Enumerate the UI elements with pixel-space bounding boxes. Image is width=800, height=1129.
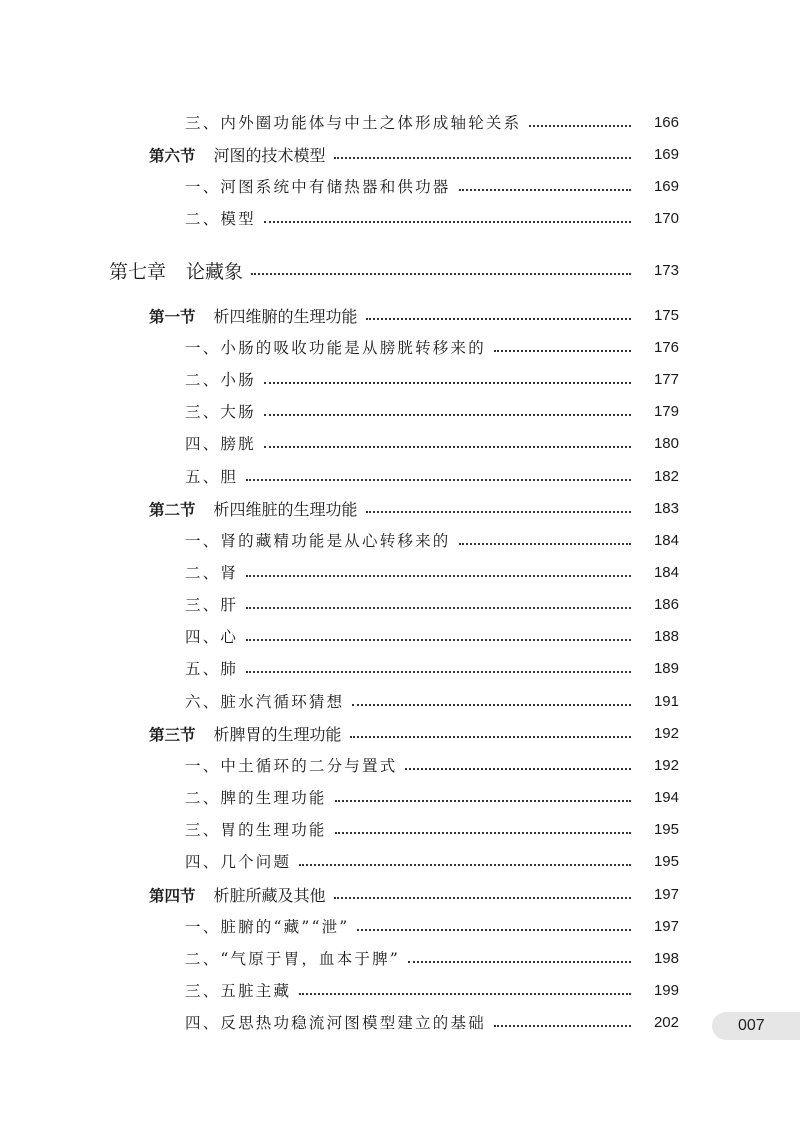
section-title: 河图的技术模型 (213, 145, 326, 165)
toc-page-number: 195 (653, 820, 679, 838)
toc-entry-title: 四、膀胱 (185, 435, 256, 453)
toc-entry-title: 五、肺 (185, 660, 239, 678)
toc-entry-title: 三、大肠 (185, 403, 256, 421)
toc-page-number: 197 (653, 917, 679, 935)
toc-entry-title: 二、“气原于胃，血本于脾” (185, 950, 400, 968)
dot-leader (264, 413, 631, 416)
dot-leader (251, 272, 631, 275)
toc-page-number: 184 (653, 563, 679, 581)
toc-chapter-7[interactable] (0, 255, 800, 285)
toc-entry[interactable] (0, 174, 800, 198)
toc-page-number: 176 (653, 338, 679, 356)
toc-entry-title: 一、脏腑的“藏”“泄” (185, 918, 350, 936)
toc-entry[interactable] (0, 560, 800, 584)
toc-section-6[interactable] (0, 142, 800, 166)
toc-entry[interactable] (0, 656, 800, 680)
toc-entry[interactable] (0, 464, 800, 488)
toc-page-number: 183 (653, 499, 679, 517)
toc-page-number: 198 (653, 949, 679, 967)
section-label: 第二节 (149, 501, 196, 519)
section-title: 析脏所藏及其他 (213, 885, 326, 905)
dot-leader (350, 735, 631, 738)
dot-leader (408, 960, 631, 963)
toc-entry-title: 三、胃的生理功能 (185, 821, 327, 839)
toc-page-number: 170 (653, 209, 679, 227)
toc-entry-title: 四、反思热功稳流河图模型建立的基础 (185, 1014, 486, 1032)
toc-page-number: 179 (653, 402, 679, 420)
toc-page-number: 197 (653, 885, 679, 903)
toc-entry[interactable] (0, 399, 800, 423)
toc-page-number: 180 (653, 434, 679, 452)
toc-page-number: 186 (653, 595, 679, 613)
dot-leader (264, 220, 631, 223)
dot-leader (529, 124, 631, 127)
toc-entry[interactable] (0, 431, 800, 455)
toc-entry-title: 三、肝 (185, 596, 239, 614)
toc-page-number: 177 (653, 370, 679, 388)
toc-page-number: 191 (653, 692, 679, 710)
toc-entry[interactable] (0, 1010, 800, 1034)
section-label: 第一节 (149, 308, 196, 326)
toc-entry[interactable] (0, 914, 800, 938)
chapter-title: 论藏象 (186, 261, 244, 283)
section-title: 析四维腑的生理功能 (213, 306, 358, 326)
section-title: 析脾胃的生理功能 (213, 724, 342, 744)
toc-entry-title: 二、小肠 (185, 371, 256, 389)
toc-page-number: 194 (653, 788, 679, 806)
dot-leader (459, 188, 631, 191)
dot-leader (335, 799, 631, 802)
toc-entry-title: 一、肾的藏精功能是从心转移来的 (185, 532, 451, 550)
dot-leader (334, 896, 631, 899)
dot-leader (246, 574, 631, 577)
toc-entry-title: 二、脾的生理功能 (185, 789, 327, 807)
toc-page-number: 169 (653, 145, 679, 163)
dot-leader (246, 638, 631, 641)
dot-leader (246, 606, 631, 609)
dot-leader (494, 1024, 631, 1027)
dot-leader (335, 831, 631, 834)
toc-entry-title: 二、肾 (185, 564, 239, 582)
dot-leader (264, 445, 631, 448)
toc-entry[interactable] (0, 689, 800, 713)
toc-page-number: 169 (653, 177, 679, 195)
toc-entry[interactable] (0, 367, 800, 391)
toc-page-number: 189 (653, 659, 679, 677)
section-label: 第四节 (149, 887, 196, 905)
toc-page-number: 192 (653, 756, 679, 774)
toc-entry[interactable] (0, 592, 800, 616)
page-folio-number: 007 (712, 1012, 800, 1040)
toc-page-number: 192 (653, 724, 679, 742)
toc-entry-title: 一、小肠的吸收功能是从膀胱转移来的 (185, 339, 486, 357)
toc-entry[interactable] (0, 624, 800, 648)
toc-page-number: 202 (653, 1013, 679, 1031)
dot-leader (357, 928, 631, 931)
dot-leader (366, 510, 631, 513)
dot-leader (299, 992, 631, 995)
toc-entry-title: 一、河图系统中有储热器和供功器 (185, 178, 451, 196)
toc-entry[interactable] (0, 335, 800, 359)
toc-entry[interactable] (0, 206, 800, 230)
toc-entry-title: 六、脏水汽循环猜想 (185, 693, 345, 711)
toc-entry[interactable] (0, 753, 800, 777)
toc-entry-title: 四、心 (185, 628, 239, 646)
toc-entry-title: 二、模型 (185, 210, 256, 228)
toc-entry[interactable] (0, 110, 800, 134)
section-title: 析四维脏的生理功能 (213, 499, 358, 519)
dot-leader (459, 542, 631, 545)
toc-page-number: 195 (653, 852, 679, 870)
toc-entry-title: 三、五脏主藏 (185, 982, 292, 1000)
dot-leader (299, 863, 631, 866)
toc-page-number: 173 (653, 261, 679, 279)
toc-entry-title: 五、胆 (185, 468, 239, 486)
toc-entry[interactable] (0, 849, 800, 873)
toc-page-number: 188 (653, 627, 679, 645)
dot-leader (246, 670, 631, 673)
toc-entry[interactable] (0, 978, 800, 1002)
toc-entry-title: 四、几个问题 (185, 853, 292, 871)
toc-page-number: 182 (653, 467, 679, 485)
dot-leader (405, 767, 631, 770)
toc-page-number: 166 (653, 113, 679, 131)
toc-section[interactable] (0, 303, 800, 327)
toc-entry[interactable] (0, 785, 800, 809)
section-label: 第六节 (149, 147, 196, 165)
dot-leader (264, 381, 631, 384)
toc-section[interactable] (0, 882, 800, 906)
toc-entry-title: 一、中土循环的二分与置式 (185, 757, 398, 775)
toc-entry[interactable] (0, 946, 800, 970)
dot-leader (366, 317, 631, 320)
toc-page-number: 184 (653, 531, 679, 549)
toc-entry-title: 三、内外圈功能体与中土之体形成轴轮关系 (185, 114, 522, 132)
dot-leader (352, 703, 631, 706)
section-label: 第三节 (149, 726, 196, 744)
toc-page-number: 175 (653, 306, 679, 324)
dot-leader (334, 156, 631, 159)
dot-leader (494, 349, 631, 352)
toc-section[interactable] (0, 496, 800, 520)
toc-entry[interactable] (0, 817, 800, 841)
chapter-label: 第七章 (109, 261, 167, 283)
toc-entry[interactable] (0, 528, 800, 552)
dot-leader (246, 478, 631, 481)
toc-section[interactable] (0, 721, 800, 745)
toc-page-number: 199 (653, 981, 679, 999)
